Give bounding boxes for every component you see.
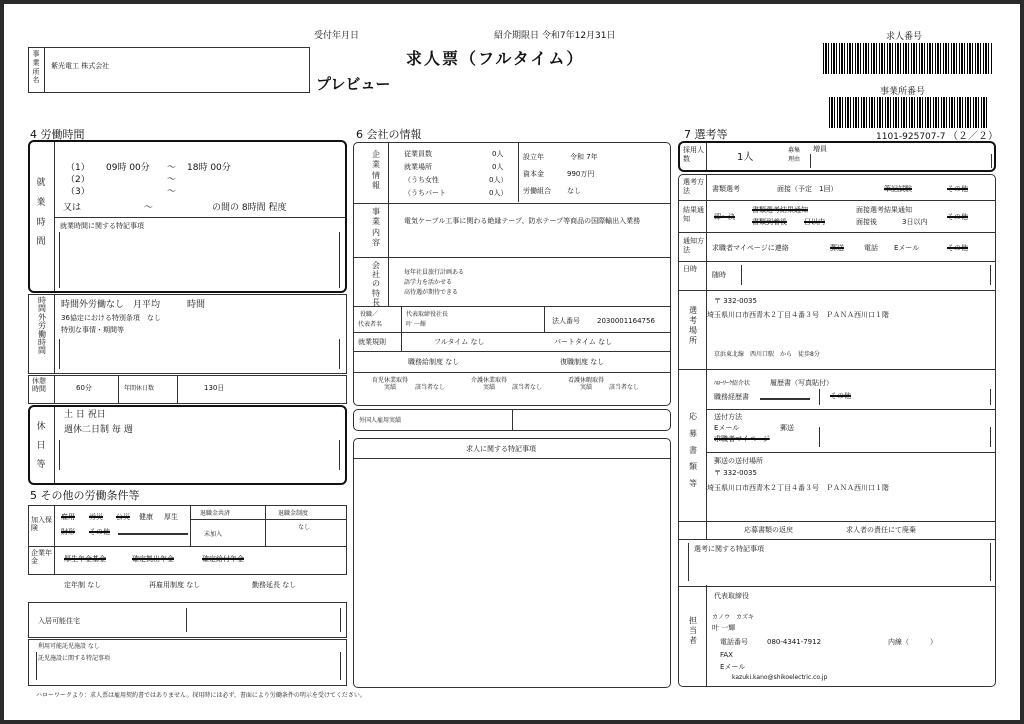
result-interview-notice: 面接選考結果通知	[856, 206, 912, 214]
contact-title: 代表取締役	[714, 592, 749, 600]
union-label: 労働組合	[523, 187, 551, 195]
holiday-days: 土 日 祝日	[64, 410, 106, 420]
insurance-label: 加入保険	[31, 516, 52, 533]
foreign-hire-label: 外国人雇用実績	[359, 417, 402, 424]
dest-label: 郵送の送付場所	[714, 457, 763, 465]
dest-postal: 〒 332-0035	[714, 469, 757, 477]
return-value: 求人者の責任にて廃棄	[846, 526, 916, 534]
office-number: 1101-925707-7	[876, 132, 946, 142]
rep-label-1: 役職／	[360, 311, 379, 318]
corp-number-label: 法人番号	[552, 317, 580, 325]
date-field	[741, 265, 991, 285]
send-email: Eメール	[714, 424, 740, 432]
two-day-off: 週休二日制 毎 週	[64, 425, 133, 435]
annual-holidays-value: 130日	[204, 384, 225, 392]
return-label: 応募書類の返戻	[744, 526, 793, 534]
footer-note: ハローワークより：求人票は雇用契約書ではありません。採用時には必ず、書面により労働条件の明示を受けてください。	[36, 692, 366, 699]
annual-holidays-label: 年間休日数	[124, 385, 155, 392]
article36-clause: 36協定における特別条項 なし	[61, 314, 161, 322]
ins-finance: 財形	[61, 528, 75, 536]
feature-1: 毎年社員旅行計画ある	[404, 269, 465, 276]
slot1-start: 09時 00分	[106, 163, 150, 173]
business-label: 事業内容	[372, 207, 380, 248]
housing-field	[186, 608, 341, 632]
rehire: 再雇用制度 なし	[149, 581, 201, 589]
phone-value: 080-4341-7912	[767, 638, 822, 646]
childcare-notes-label: 託児施設に関する特記事項	[38, 655, 111, 662]
rules-full: フルタイム なし	[434, 338, 485, 346]
job-number-label: 求人番号	[886, 32, 923, 42]
place-address: 埼玉県川口市西青木２丁目４番３号 ＰＡＮＡ西川口１階	[707, 311, 889, 319]
docs-other: その他	[830, 392, 851, 400]
result-interview-after: 面接後	[856, 218, 877, 226]
method-label: 選考方法	[683, 178, 704, 196]
section-5-title: 5 その他の労働条件等	[30, 489, 140, 502]
part-value: 0人）	[489, 189, 508, 197]
job-number-barcode	[823, 43, 993, 74]
preview-label: プレビュー	[316, 75, 391, 93]
place-postal: 〒 332-0035	[714, 297, 757, 305]
childcare-label: 利用可能託児施設 なし	[38, 643, 100, 650]
nursing-care-leave-value: 該当者なし	[609, 384, 640, 391]
retire-system-value: なし	[298, 524, 311, 531]
office-number-barcode	[829, 97, 989, 128]
email-value: kazuki.kano@shikoelectric.co.jp	[732, 674, 828, 681]
office-number-label: 事業所番号	[880, 87, 926, 97]
pension-a: 厚生年金基金	[64, 555, 106, 563]
retire-system-label: 退職金制度	[278, 510, 309, 517]
recruit-reason-label-1: 募集	[788, 147, 801, 154]
slot3-number: （3）	[66, 187, 90, 197]
ins-other: その他	[89, 528, 110, 536]
send-mail: 郵送	[780, 424, 794, 432]
method-other: その他	[947, 185, 968, 193]
overtime-notes-field	[59, 339, 340, 369]
pension-b: 確定拠出年金	[132, 555, 174, 563]
notify-label: 通知方法	[683, 237, 704, 255]
employees-label: 従業員数	[404, 150, 432, 158]
result-immediate: 即～決	[714, 213, 735, 221]
work-hours-notes-field	[59, 232, 340, 288]
recruit-reason-label-2: 理由	[788, 156, 801, 163]
capital-label: 資本金	[523, 170, 544, 178]
capital-value: 990万円	[567, 170, 595, 178]
result-doc-after: 書類到着後	[752, 218, 787, 226]
childcare-leave-value: 該当者なし	[415, 384, 446, 391]
hire-count: 1人	[737, 152, 754, 163]
section-4-title: 4 労働時間	[30, 128, 85, 141]
notify-email: Eメール	[894, 244, 920, 252]
form-title: 求人票（フルタイム）	[406, 49, 585, 68]
rep-label-2: 代表者名	[358, 321, 383, 328]
company-label: 事業所名	[32, 50, 40, 85]
fax-label: FAX	[720, 651, 733, 659]
employees-value: 0人	[492, 150, 504, 158]
job-form-page	[4, 4, 1020, 720]
corp-number: 2030001164756	[597, 317, 655, 325]
rep-title: 代表取締役社長	[406, 311, 449, 318]
slot2-tilde: ～	[167, 175, 177, 185]
job-notes-label: 求人に関する特記事項	[466, 445, 536, 453]
work-hours-label: 就業時間	[36, 178, 46, 248]
company-info-label: 企業情報	[372, 150, 380, 191]
slot3-tilde: ～	[167, 187, 177, 197]
docs-resume: 履歴書（写真貼付）	[770, 379, 833, 387]
ins-pension: 厚生	[164, 513, 178, 521]
dest-address: 埼玉県川口市西青木２丁目４番３号 ＰＡＮＡ西川口１階	[707, 484, 889, 492]
work-hours-notes-label: 就業時間に関する特記事項	[60, 222, 144, 230]
job-pay-system: 職務給制度 なし	[408, 358, 460, 366]
received-date-label: 受付年月日	[314, 31, 360, 41]
date-label: 日時	[683, 265, 697, 273]
phone-label: 電話番号	[720, 638, 748, 646]
email-label: Eメール	[720, 663, 746, 671]
special-circumstances: 特別な事情・期間等	[61, 326, 124, 334]
slot1-end: 18時 00分	[187, 163, 231, 173]
nursing-care-leave-label: 看護休暇取得実績	[567, 377, 604, 392]
place-access: 京浜東北線 西川口駅 から 徒歩8分	[714, 351, 820, 358]
result-label: 結果通知	[683, 206, 704, 224]
section-7-title: 7 選考等	[684, 128, 728, 141]
childcare-leave-label: 育児休業取得実績	[371, 377, 408, 392]
place-label: 選考場所	[689, 306, 697, 345]
overtime-label: 時間外労働時間	[38, 296, 46, 356]
features-label: 会社の特長	[372, 261, 380, 307]
method-interview: 面接（予定 1回）	[777, 185, 838, 193]
rules-label: 就業規則	[358, 338, 386, 346]
selection-notes-field	[688, 543, 991, 581]
holiday-notes-field	[59, 440, 340, 470]
contact-kana: カノウ カズキ	[712, 614, 755, 621]
childcare-notes-field	[36, 652, 341, 680]
page-indicator: （２／２）	[948, 131, 998, 142]
reinstate-system: 復職制度 なし	[560, 358, 605, 366]
docs-career: 職務経歴書	[714, 393, 749, 401]
feature-2: 語学力を活かせる	[404, 279, 453, 286]
female-label: （うち女性	[404, 176, 439, 184]
union-value: なし	[567, 187, 581, 195]
date-value: 随時	[712, 271, 726, 279]
ext-label: 内線（ ）	[888, 638, 937, 646]
nursing-leave-label: 介護休業取得実績	[470, 377, 507, 392]
notify-value: 求職者マイページに連絡	[712, 244, 789, 252]
recruit-reason-field	[810, 154, 992, 168]
contact-label: 担当者	[689, 616, 697, 645]
founded-value: 令和 7年	[570, 153, 598, 161]
or-label: 又は	[63, 203, 82, 213]
docs-label: 応募書類等	[689, 412, 697, 489]
or-between-hours: の間の 8時間 程度	[212, 203, 287, 213]
result-other: その他	[947, 213, 968, 221]
slot1-number: （1）	[66, 163, 90, 173]
slot2-number: （2）	[66, 175, 90, 185]
docs-referral: ﾊﾛｰﾜｰｸ紹介状	[714, 380, 751, 387]
or-tilde: ～	[144, 203, 154, 213]
job-notes-box	[353, 438, 671, 688]
contact-name: 叶 一輝	[712, 624, 736, 632]
retire-age: 定年制 なし	[64, 581, 102, 589]
send-method-field	[819, 427, 991, 447]
housing-label: 入居可能住宅	[38, 617, 80, 625]
notify-other: その他	[947, 244, 968, 252]
result-interview-days: 3日以内	[902, 218, 928, 226]
pension-c: 確定給付年金	[202, 555, 244, 563]
site-employees-label: 就業場所	[404, 163, 432, 171]
slot1-tilde: ～	[167, 163, 177, 173]
method-doc: 書類選考	[712, 185, 740, 193]
female-value: 0人）	[489, 176, 508, 184]
ins-health: 健康	[139, 513, 153, 521]
referral-deadline: 紹介期限日 令和7年12月31日	[494, 31, 616, 41]
notify-mail: 郵送	[830, 244, 844, 252]
retire-mutual-label: 退職金共済	[200, 510, 231, 517]
pension-label: 企業年金	[31, 549, 52, 566]
recruit-reason-value: 増員	[813, 145, 827, 153]
selection-notes-label: 選考に関する特記事項	[694, 545, 764, 553]
feature-3: 高待遇が期待できる	[404, 289, 459, 296]
send-method-label: 送付方法	[714, 413, 742, 421]
break-label: 休憩時間	[32, 377, 46, 394]
retire-mutual-value: 未加入	[204, 531, 223, 538]
break-value: 60分	[76, 384, 92, 392]
ins-employment: 雇用	[61, 513, 75, 521]
ins-public: 公災	[116, 513, 130, 521]
extension: 勤務延長 なし	[252, 581, 297, 589]
part-label: （うちパート	[404, 189, 446, 197]
result-doc-days: 日以内	[804, 218, 825, 226]
method-written: 筆記試験	[884, 185, 912, 193]
send-mypage: 求職者マイページ	[714, 435, 770, 443]
overtime-line: 時間外労働なし 月平均 時間	[61, 300, 206, 310]
site-employees-value: 0人	[492, 163, 504, 171]
company-name: 紫光電工 株式会社	[51, 62, 110, 70]
rep-name: 叶 一輝	[406, 321, 426, 328]
company-info-box	[353, 142, 671, 406]
section-6-title: 6 会社の情報	[356, 128, 422, 141]
notify-phone: 電話	[864, 244, 878, 252]
ins-workers: 労災	[89, 513, 103, 521]
result-doc-notice: 書類選考結果通知	[752, 206, 808, 214]
hire-count-label: 採用人数	[683, 146, 704, 164]
founded-label: 設立年	[523, 153, 544, 161]
holiday-label: 休日等	[36, 422, 46, 470]
business-value: 電気ケーブル工事に関わる絶縁テープ、防水テープ等商品の国際輸出入業務	[404, 217, 641, 225]
nursing-leave-value: 該当者なし	[512, 384, 543, 391]
rules-part: パートタイム なし	[554, 338, 613, 346]
